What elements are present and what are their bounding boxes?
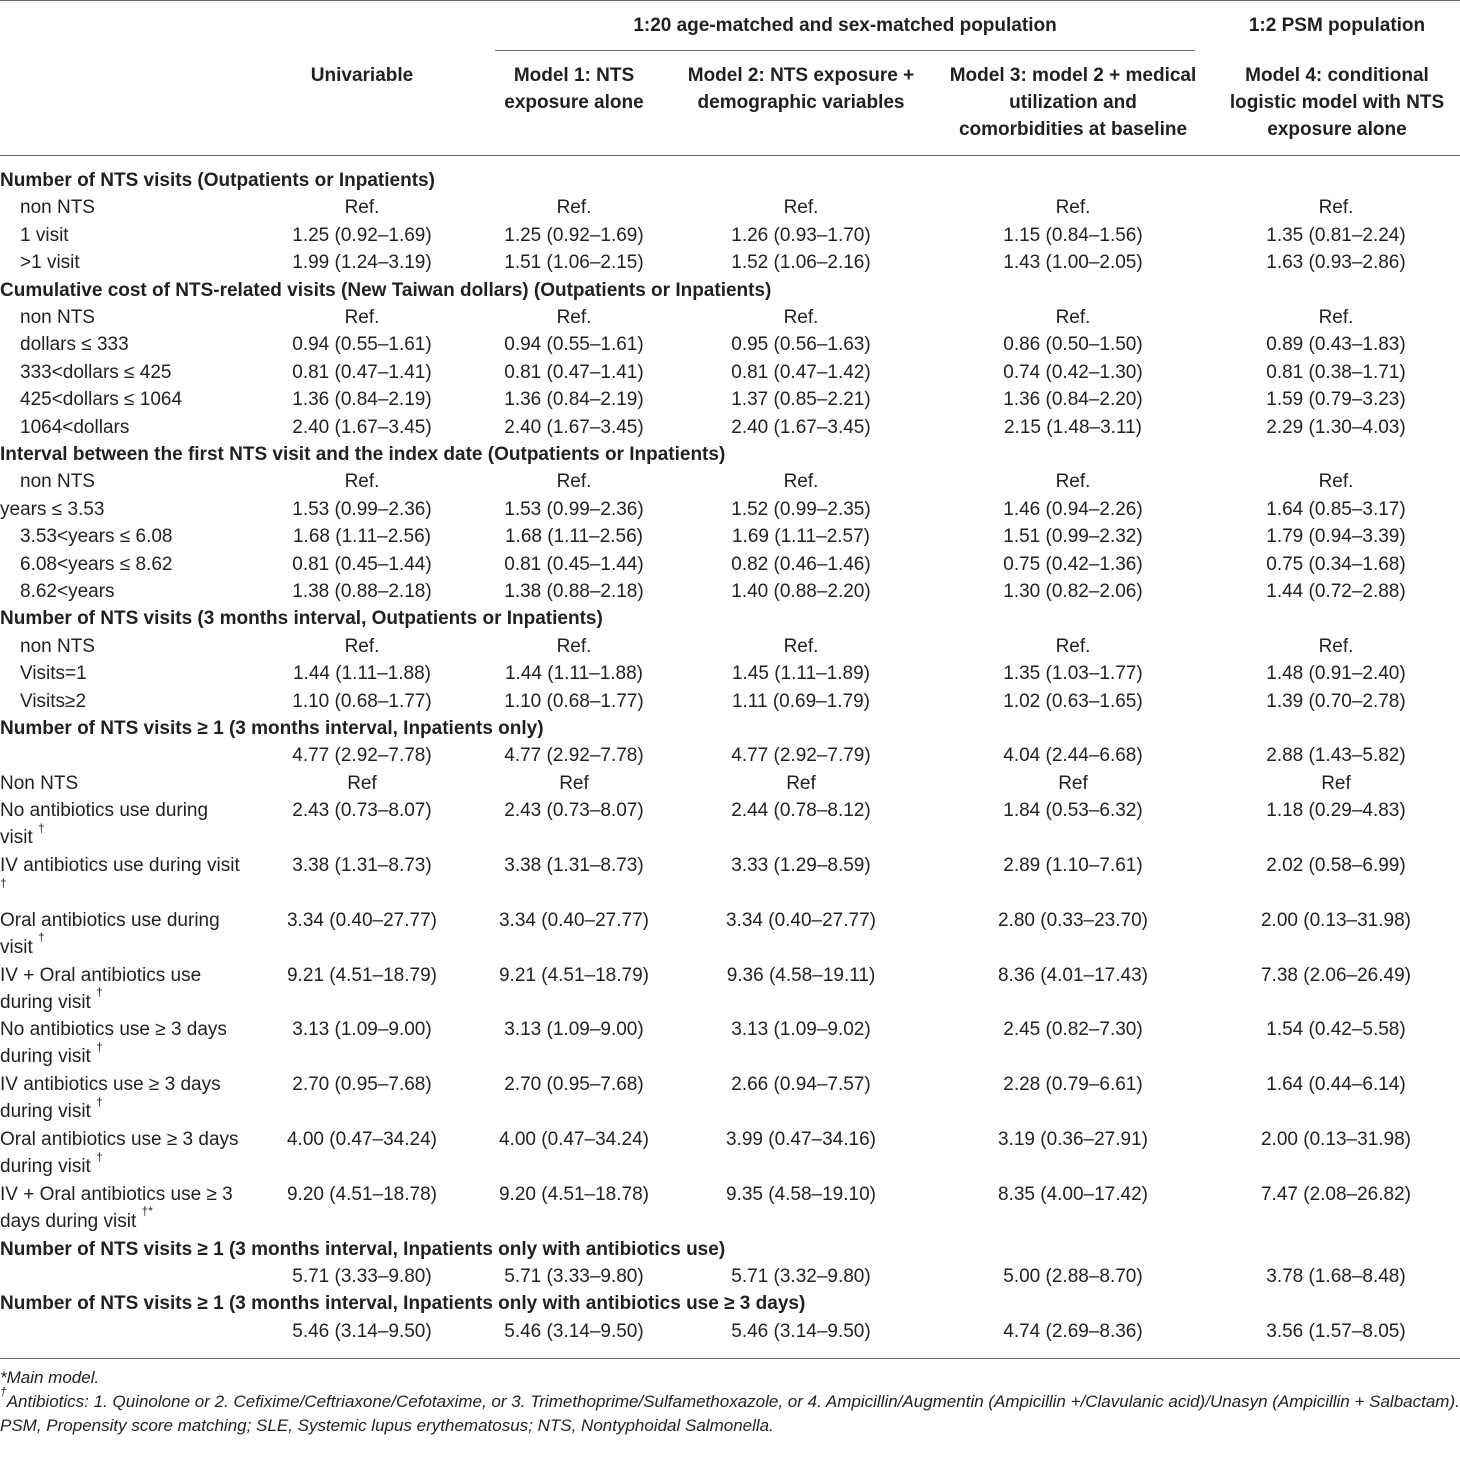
dagger-mark: †: [38, 820, 45, 835]
table-cell: Ref.: [1318, 635, 1354, 657]
table-cell: 1.52 (0.99–2.35): [731, 498, 871, 520]
top-rule: [0, 0, 1460, 1]
table-cell: Ref: [1321, 772, 1351, 794]
table-cell: Ref.: [1318, 307, 1354, 328]
table-cell: 3.34 (0.40–27.77): [725, 909, 876, 931]
row-label: [0, 852, 240, 906]
table-cell: 5.46 (3.14–9.50): [731, 1320, 871, 1342]
row-label: [0, 1071, 240, 1125]
table-cell: 1.46 (0.94–2.26): [1003, 498, 1143, 520]
row-label: [0, 496, 240, 523]
dagger-mark: †: [0, 1385, 7, 1400]
row-label-text: 3.53<years ≤ 6.08: [20, 526, 173, 548]
table-cell: 2.45 (0.82–7.30): [1003, 1019, 1143, 1041]
table-cell: 1.79 (0.94–3.39): [1266, 526, 1406, 548]
table-cell: 1.15 (0.84–1.56): [1003, 224, 1143, 246]
table-cell: 1.36 (0.84–2.20): [1003, 389, 1143, 411]
table-cell: Ref.: [783, 471, 819, 493]
table-cell: 3.38 (1.31–8.73): [504, 855, 644, 876]
bottom-rule: [0, 1358, 1460, 1359]
table-cell: 1.59 (0.79–3.23): [1266, 389, 1406, 411]
table-cell: 2.00 (0.13–31.98): [1260, 1129, 1411, 1150]
table-cell: 8.36 (4.01–17.43): [997, 964, 1148, 986]
table-cell: Ref.: [1055, 471, 1091, 493]
table-cell: 2.89 (1.10–7.61): [1003, 855, 1143, 876]
table-cell: 1.53 (0.99–2.36): [292, 498, 432, 520]
row-label: [20, 633, 260, 660]
table-cell: 1.44 (0.72–2.88): [1266, 581, 1406, 602]
table-cell: 9.35 (4.58–19.10): [725, 1183, 876, 1205]
table-cell: 3.34 (0.40–27.77): [286, 909, 437, 931]
table-cell: 4.00 (0.47–34.24): [286, 1129, 437, 1150]
table-cell: 1.35 (0.81–2.24): [1266, 224, 1406, 246]
table-cell: 0.89 (0.43–1.83): [1266, 334, 1406, 356]
row-label-text: non NTS: [20, 197, 95, 219]
table-cell: 4.77 (2.92–7.78): [292, 745, 432, 767]
table-cell: 4.00 (0.47–34.24): [498, 1129, 649, 1150]
row-label-text: non NTS: [20, 471, 95, 493]
row-label: [20, 523, 260, 550]
col-header-univariable: Univariable: [310, 65, 414, 86]
dagger-mark: †: [0, 875, 7, 890]
row-label-text: IV antibiotics use ≥ 3 days during visit: [0, 1074, 221, 1123]
section-heading: Number of NTS visits ≥ 1 (3 months interval, Inpatients only): [0, 718, 544, 739]
table-cell: 1.99 (1.24–3.19): [292, 252, 432, 274]
section-heading: Number of NTS visits ≥ 1 (3 months interval, Inpatients only with antibiotics use ≥ 3 days): [0, 1293, 806, 1315]
group-header-underline: [495, 50, 1195, 51]
table-cell: 4.77 (2.92–7.78): [504, 745, 644, 767]
table-cell: 2.70 (0.95–7.68): [292, 1074, 432, 1096]
table-cell: Ref: [347, 772, 377, 794]
table-cell: 1.68 (1.11–2.56): [292, 526, 432, 548]
table-cell: 1.54 (0.42–5.58): [1266, 1019, 1406, 1041]
row-label: [20, 249, 260, 276]
table-cell: Ref.: [783, 197, 819, 219]
table-cell: 0.81 (0.47–1.41): [504, 361, 644, 383]
table-cell: 1.45 (1.11–1.89): [731, 663, 871, 685]
col-header-model1: Model 1: NTS exposure alone: [504, 65, 644, 113]
table-cell: 5.71 (3.33–9.80): [292, 1266, 432, 1287]
table-cell: 3.13 (1.09–9.00): [504, 1019, 644, 1041]
table-cell: Ref.: [556, 635, 592, 657]
table-cell: 8.35 (4.00–17.42): [997, 1183, 1148, 1205]
table-cell: 1.43 (1.00–2.05): [1003, 252, 1143, 274]
table-cell: 2.70 (0.95–7.68): [504, 1074, 644, 1096]
table-cell: Ref.: [1055, 197, 1091, 219]
table-cell: 3.99 (0.47–34.16): [725, 1129, 876, 1150]
table-cell: 4.74 (2.69–8.36): [1003, 1320, 1143, 1342]
table-cell: 3.56 (1.57–8.05): [1266, 1320, 1406, 1342]
table-cell: 2.40 (1.67–3.45): [292, 416, 432, 438]
table-cell: Ref.: [344, 471, 380, 493]
row-label: [0, 1016, 240, 1070]
row-label: [20, 222, 260, 249]
table-cell: 9.20 (4.51–18.78): [498, 1183, 649, 1205]
table-cell: Ref: [559, 772, 589, 794]
table-cell: 1.18 (0.29–4.83): [1266, 800, 1406, 822]
table-cell: 1.11 (0.69–1.79): [731, 690, 871, 712]
table-cell: 1.38 (0.88–2.18): [292, 581, 432, 602]
table-cell: 3.19 (0.36–27.91): [997, 1129, 1148, 1150]
table-cell: Ref: [786, 772, 816, 794]
table-cell: 0.75 (0.42–1.36): [1003, 553, 1143, 575]
table-cell: 1.40 (0.88–2.20): [731, 581, 871, 602]
row-label: [20, 660, 260, 687]
row-label: [0, 962, 240, 1016]
table-cell: 2.29 (1.30–4.03): [1266, 416, 1406, 438]
table-cell: 0.81 (0.47–1.42): [731, 361, 871, 383]
row-label-text: No antibiotics use ≥ 3 days during visit: [0, 1019, 227, 1068]
table-cell: 1.02 (0.63–1.65): [1003, 690, 1143, 712]
table-cell: 3.78 (1.68–8.48): [1266, 1266, 1406, 1287]
row-label-text: years ≤ 3.53: [0, 498, 105, 520]
footnote-antibiotics-text: Antibiotics: 1. Quinolone or 2. Cefixime/Ceftriaxone/Cefotaxime, or 3. Trimethoprime/Sulfamethoxazole, or 4. Ampicillin/Augmentin (Ampicillin +/Clavulanic acid)/Unasyn (Ampicillin + Salbactam).: [6, 1392, 1460, 1411]
row-label-text: 1064<dollars: [20, 416, 130, 438]
footnote-abbreviations: PSM, Propensity score matching; SLE, Systemic lupus erythematosus; NTS, Nontyphoidal Salmonella.: [0, 1416, 774, 1435]
row-label: [0, 1126, 240, 1180]
table-cell: Ref.: [1318, 471, 1354, 493]
table-cell: 1.10 (0.68–1.77): [292, 690, 432, 712]
table-cell: 1.51 (1.06–2.15): [504, 252, 644, 274]
row-label: [20, 688, 260, 715]
dagger-mark: †*: [141, 1204, 153, 1219]
table-cell: 0.86 (0.50–1.50): [1003, 334, 1143, 356]
row-label-text: >1 visit: [20, 252, 80, 274]
table-cell: 1.44 (1.11–1.88): [292, 663, 432, 685]
table-cell: 1.37 (0.85–2.21): [731, 389, 871, 411]
table-cell: 3.13 (1.09–9.02): [731, 1019, 871, 1041]
table-cell: 1.36 (0.84–2.19): [504, 389, 644, 411]
section-heading: Number of NTS visits (3 months interval, Outpatients or Inpatients): [0, 608, 603, 630]
table-cell: Ref.: [344, 197, 380, 219]
table-cell: 3.33 (1.29–8.59): [731, 855, 871, 876]
table-cell: 5.46 (3.14–9.50): [504, 1320, 644, 1342]
table-cell: Ref.: [556, 307, 592, 328]
dagger-mark: †: [96, 985, 103, 1000]
row-label: [0, 797, 240, 851]
table-cell: 7.38 (2.06–26.49): [1260, 964, 1411, 986]
table-cell: 9.21 (4.51–18.79): [286, 964, 437, 986]
row-label-text: Visits=1: [20, 663, 87, 685]
table-cell: 1.44 (1.11–1.88): [504, 663, 644, 685]
table-cell: 2.28 (0.79–6.61): [1003, 1074, 1143, 1096]
row-label-text: 425<dollars ≤ 1064: [20, 389, 183, 411]
section-heading: Number of NTS visits (Outpatients or Inpatients): [0, 170, 435, 191]
row-label: [20, 304, 260, 331]
table-cell: 2.66 (0.94–7.57): [731, 1074, 871, 1096]
row-label: [20, 331, 260, 358]
table-cell: 1.25 (0.92–1.69): [292, 224, 432, 246]
table-cell: 1.64 (0.85–3.17): [1266, 498, 1406, 520]
row-label-text: Non NTS: [0, 772, 79, 794]
table-cell: 1.69 (1.11–2.57): [731, 526, 871, 548]
row-label-text: non NTS: [20, 635, 95, 657]
table-cell: 0.81 (0.38–1.71): [1266, 361, 1406, 383]
table-cell: Ref.: [783, 635, 819, 657]
row-label-text: 333<dollars ≤ 425: [20, 361, 172, 383]
table-cell: 7.47 (2.08–26.82): [1260, 1183, 1411, 1205]
section-heading: Interval between the first NTS visit and the index date (Outpatients or Inpatients): [0, 444, 726, 465]
table-cell: 3.34 (0.40–27.77): [498, 909, 649, 931]
row-label-text: IV + Oral antibiotics use during visit: [0, 964, 202, 1013]
table-cell: 5.46 (3.14–9.50): [292, 1320, 432, 1342]
table-cell: 2.43 (0.73–8.07): [292, 800, 432, 822]
table-cell: 1.35 (1.03–1.77): [1003, 663, 1143, 685]
dagger-mark: †: [96, 1149, 103, 1164]
table-cell: 4.04 (2.44–6.68): [1003, 745, 1143, 767]
table-cell: 3.38 (1.31–8.73): [292, 855, 432, 876]
section-heading: Cumulative cost of NTS-related visits (New Taiwan dollars) (Outpatients or Inpatients): [0, 279, 772, 301]
table-cell: 9.20 (4.51–18.78): [286, 1183, 437, 1205]
table-cell: 0.94 (0.55–1.61): [504, 334, 644, 356]
row-label-text: No antibiotics use during visit: [0, 800, 209, 849]
row-label: [0, 907, 240, 961]
table-cell: 1.30 (0.82–2.06): [1003, 581, 1143, 602]
table-cell: 1.38 (0.88–2.18): [504, 581, 644, 602]
table-cell: 1.51 (0.99–2.32): [1003, 526, 1143, 548]
dagger-mark: †: [38, 930, 45, 945]
table-cell: Ref.: [556, 197, 592, 219]
row-label: [0, 770, 240, 797]
group-header-age-sex-matched: 1:20 age-matched and sex-matched population: [633, 15, 1057, 36]
table-cell: 1.53 (0.99–2.36): [504, 498, 644, 520]
footnotes: [0, 1366, 1460, 1438]
row-label: [20, 468, 260, 495]
table-cell: 1.10 (0.68–1.77): [504, 690, 644, 712]
table-cell: 0.75 (0.34–1.68): [1266, 553, 1406, 575]
col-header-model2: Model 2: NTS exposure + demographic variables: [687, 65, 915, 113]
table-cell: Ref.: [1318, 197, 1354, 219]
table-cell: 2.40 (1.67–3.45): [731, 416, 871, 438]
dagger-mark: †: [96, 1040, 103, 1055]
table-cell: 1.52 (1.06–2.16): [731, 252, 871, 274]
table-cell: 1.36 (0.84–2.19): [292, 389, 432, 411]
row-label-text: Oral antibiotics use during visit: [0, 909, 220, 958]
table-cell: 1.64 (0.44–6.14): [1266, 1074, 1406, 1096]
row-label-text: IV antibiotics use during visit: [0, 855, 240, 876]
row-label: [20, 359, 260, 386]
row-label: [20, 551, 260, 578]
table-cell: Ref: [1058, 772, 1088, 794]
table-cell: Ref.: [783, 307, 819, 328]
table-cell: Ref.: [344, 635, 380, 657]
row-label-text: Visits≥2: [20, 690, 87, 712]
table-cell: 2.40 (1.67–3.45): [504, 416, 644, 438]
row-label-text: IV + Oral antibiotics use ≥ 3 days during visit: [0, 1183, 233, 1232]
table-cell: 2.02 (0.58–6.99): [1266, 855, 1406, 876]
table-cell: 2.15 (1.48–3.11): [1003, 416, 1143, 438]
section-heading: Number of NTS visits ≥ 1 (3 months interval, Inpatients only with antibiotics use): [0, 1238, 726, 1260]
table-cell: 2.80 (0.33–23.70): [997, 909, 1148, 931]
table-cell: 1.39 (0.70–2.78): [1266, 690, 1406, 712]
row-label: [0, 1181, 240, 1235]
row-label-text: dollars ≤ 333: [20, 334, 129, 356]
table-cell: 2.00 (0.13–31.98): [1260, 909, 1411, 931]
table-cell: 2.44 (0.78–8.12): [731, 800, 871, 822]
table-cell: 5.71 (3.33–9.80): [504, 1266, 644, 1287]
footnote-antibiotics: [0, 1385, 1460, 1414]
table-cell: 9.21 (4.51–18.79): [498, 964, 649, 986]
row-label-text: Oral antibiotics use ≥ 3 days during visit: [0, 1129, 239, 1177]
table-cell: 1.48 (0.91–2.40): [1266, 663, 1406, 685]
table-cell: 1.68 (1.11–2.56): [504, 526, 644, 548]
table-cell: 0.81 (0.45–1.44): [504, 553, 644, 575]
table-cell: 4.77 (2.92–7.79): [731, 745, 871, 767]
table-cell: 0.94 (0.55–1.61): [292, 334, 432, 356]
table-cell: 5.71 (3.32–9.80): [731, 1266, 871, 1287]
header-rule: [0, 155, 1460, 156]
table-cell: 9.36 (4.58–19.11): [726, 964, 876, 986]
row-label-text: 6.08<years ≤ 8.62: [20, 553, 173, 575]
col-header-model3: Model 3: model 2 + medical utilization and comorbidities at baseline: [949, 65, 1197, 140]
table-cell: 1.25 (0.92–1.69): [504, 224, 644, 246]
table-cell: 1.84 (0.53–6.32): [1003, 800, 1143, 822]
footnote-main-model: *Main model.: [0, 1368, 100, 1387]
table-cell: 3.13 (1.09–9.00): [292, 1019, 432, 1041]
row-label: [20, 194, 260, 221]
row-label-text: non NTS: [20, 307, 95, 328]
dagger-mark: †: [96, 1094, 103, 1109]
row-label: [20, 578, 260, 605]
row-label-text: 8.62<years: [20, 581, 115, 602]
table-cell: 1.26 (0.93–1.70): [731, 224, 871, 246]
col-header-model4: Model 4: conditional logistic model with NTS exposure alone: [1229, 65, 1445, 140]
table-cell: Ref.: [344, 307, 380, 328]
table-cell: 1.63 (0.93–2.86): [1266, 252, 1406, 274]
table-cell: 0.74 (0.42–1.30): [1003, 361, 1143, 383]
table-cell: Ref.: [556, 471, 592, 493]
table-cell: 0.81 (0.47–1.41): [292, 361, 432, 383]
row-label: [20, 414, 260, 441]
table-cell: Ref.: [1055, 307, 1091, 328]
table-cell: 0.81 (0.45–1.44): [292, 553, 432, 575]
row-label-text: 1 visit: [20, 224, 69, 246]
group-header-psm: 1:2 PSM population: [1248, 15, 1426, 36]
table-cell: 2.88 (1.43–5.82): [1266, 745, 1406, 767]
table-cell: Ref.: [1055, 635, 1091, 657]
row-label: [20, 386, 260, 413]
table-cell: 0.95 (0.56–1.63): [731, 334, 871, 356]
table-cell: 5.00 (2.88–8.70): [1003, 1266, 1143, 1287]
table-cell: 0.82 (0.46–1.46): [731, 553, 871, 575]
table-cell: 2.43 (0.73–8.07): [504, 800, 644, 822]
